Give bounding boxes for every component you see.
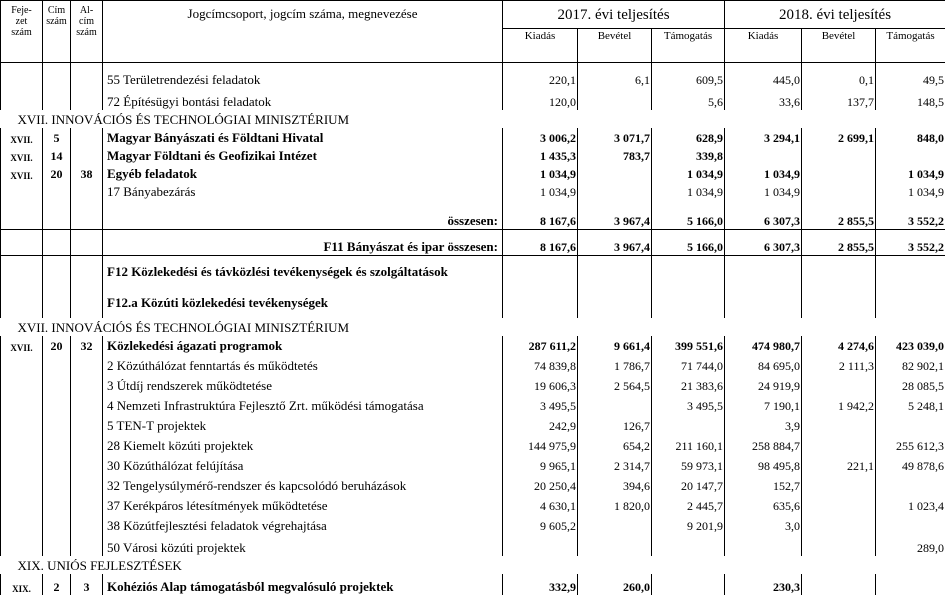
table-row-ministry xyxy=(1,318,945,336)
value-tamogatas-2018 xyxy=(876,474,945,494)
col-header-desc: Jogcímcsoport, jogcím száma, megnevezése xyxy=(103,1,503,63)
title-number xyxy=(43,354,71,374)
value-tamogatas-2018 xyxy=(876,256,945,289)
value-bevetel-2017: 260,0 xyxy=(578,574,652,595)
value-tamogatas-2017: 20 147,7 xyxy=(652,474,725,494)
sub-header-tamogatas-2018: Támogatás xyxy=(876,29,945,63)
value-tamogatas-2017: 5 166,0 xyxy=(652,200,725,230)
value-kiadas-2017: 9 605,2 xyxy=(503,514,578,534)
value-kiadas-2018: 3,9 xyxy=(725,414,802,434)
ministry-heading: XVII. INNOVÁCIÓS ÉS TECHNOLÓGIAI MINISZTÉRIUM xyxy=(17,320,350,335)
value-tamogatas-2017: 2 445,7 xyxy=(652,494,725,514)
item-label: Kohéziós Alap támogatásból megvalósuló projektek xyxy=(103,574,503,595)
title-number xyxy=(43,182,71,200)
value-tamogatas-2017: 9 201,9 xyxy=(652,514,725,534)
value-kiadas-2018 xyxy=(725,146,802,164)
table-row-item xyxy=(1,394,945,414)
subtitle-number: 32 xyxy=(71,336,103,354)
value-kiadas-2018: 7 190,1 xyxy=(725,394,802,414)
chapter-number xyxy=(1,256,43,289)
value-bevetel-2017: 3 071,7 xyxy=(578,128,652,146)
subtitle-number xyxy=(71,146,103,164)
value-kiadas-2017: 332,9 xyxy=(503,574,578,595)
value-tamogatas-2017: 1 034,9 xyxy=(652,164,725,182)
value-kiadas-2017: 220,1 xyxy=(503,63,578,89)
value-kiadas-2018: 635,6 xyxy=(725,494,802,514)
value-kiadas-2018: 3 294,1 xyxy=(725,128,802,146)
ministry-heading: XVII. INNOVÁCIÓS ÉS TECHNOLÓGIAI MINISZTÉRIUM xyxy=(17,112,350,127)
value-bevetel-2017: 126,7 xyxy=(578,414,652,434)
subtitle-number xyxy=(71,534,103,556)
value-bevetel-2017: 2 564,5 xyxy=(578,374,652,394)
value-tamogatas-2017: 21 383,6 xyxy=(652,374,725,394)
title-number: 2 xyxy=(43,574,71,595)
chapter-number xyxy=(1,414,43,434)
item-label: 28 Kiemelt közúti projektek xyxy=(103,434,503,454)
subtitle-number xyxy=(71,200,103,230)
item-label: 3 Útdíj rendszerek működtetése xyxy=(103,374,503,394)
chapter-number xyxy=(1,454,43,474)
table-row-item xyxy=(1,434,945,454)
value-kiadas-2017: 3 006,2 xyxy=(503,128,578,146)
value-tamogatas-2018 xyxy=(876,146,945,164)
value-bevetel-2018: 2 111,3 xyxy=(802,354,876,374)
chapter-number xyxy=(1,182,43,200)
value-kiadas-2018: 152,7 xyxy=(725,474,802,494)
value-kiadas-2017 xyxy=(503,256,578,289)
value-bevetel-2017 xyxy=(578,164,652,182)
value-tamogatas-2017: 3 495,5 xyxy=(652,394,725,414)
value-bevetel-2017: 1 820,0 xyxy=(578,494,652,514)
value-tamogatas-2018: 255 612,3 xyxy=(876,434,945,454)
title-number xyxy=(43,256,71,289)
value-tamogatas-2017: 5 166,0 xyxy=(652,230,725,256)
value-tamogatas-2017: 628,9 xyxy=(652,128,725,146)
value-kiadas-2018: 3,0 xyxy=(725,514,802,534)
subtitle-number xyxy=(71,494,103,514)
subtitle-number xyxy=(71,128,103,146)
table-row-section xyxy=(1,288,945,318)
value-kiadas-2017: 74 839,8 xyxy=(503,354,578,374)
value-tamogatas-2018: 848,0 xyxy=(876,128,945,146)
value-tamogatas-2018: 49 878,6 xyxy=(876,454,945,474)
value-bevetel-2017: 9 661,4 xyxy=(578,336,652,354)
value-bevetel-2018: 137,7 xyxy=(802,88,876,110)
subtitle-number xyxy=(71,414,103,434)
title-number: 14 xyxy=(43,146,71,164)
chapter-number xyxy=(1,514,43,534)
item-label: 38 Közútfejlesztési feladatok végrehajtása xyxy=(103,514,503,534)
table-row-section xyxy=(1,256,945,289)
value-kiadas-2017: 8 167,6 xyxy=(503,200,578,230)
subtitle-number xyxy=(71,474,103,494)
value-tamogatas-2017 xyxy=(652,534,725,556)
col-header-fejezet: Feje- zet szám xyxy=(1,1,43,63)
value-kiadas-2018: 98 495,8 xyxy=(725,454,802,474)
value-kiadas-2018: 24 919,9 xyxy=(725,374,802,394)
value-bevetel-2017: 6,1 xyxy=(578,63,652,89)
value-bevetel-2018 xyxy=(802,256,876,289)
title-number xyxy=(43,200,71,230)
value-kiadas-2017: 19 606,3 xyxy=(503,374,578,394)
subtitle-number xyxy=(71,354,103,374)
value-tamogatas-2018: 1 034,9 xyxy=(876,164,945,182)
value-kiadas-2017: 3 495,5 xyxy=(503,394,578,414)
value-kiadas-2017: 1 435,3 xyxy=(503,146,578,164)
value-bevetel-2017 xyxy=(578,182,652,200)
table-row-total xyxy=(1,230,945,256)
value-kiadas-2018: 258 884,7 xyxy=(725,434,802,454)
value-tamogatas-2018: 423 039,0 xyxy=(876,336,945,354)
item-label: 37 Kerékpáros létesítmények működtetése xyxy=(103,494,503,514)
value-bevetel-2017: 783,7 xyxy=(578,146,652,164)
item-label: Magyar Bányászati és Földtani Hivatal xyxy=(103,128,503,146)
value-kiadas-2017: 4 630,1 xyxy=(503,494,578,514)
value-bevetel-2017: 1 786,7 xyxy=(578,354,652,374)
item-label: Egyéb feladatok xyxy=(103,164,503,182)
value-kiadas-2017: 144 975,9 xyxy=(503,434,578,454)
table-row-item xyxy=(1,63,945,89)
item-label: 2 Közúthálózat fenntartás és működtetés xyxy=(103,354,503,374)
value-bevetel-2018 xyxy=(802,514,876,534)
value-tamogatas-2018 xyxy=(876,574,945,595)
item-label: 30 Közúthálózat felújítása xyxy=(103,454,503,474)
table-row-item xyxy=(1,88,945,110)
table-row-ministry xyxy=(1,556,945,574)
value-tamogatas-2018: 1 034,9 xyxy=(876,182,945,200)
chapter-number xyxy=(1,374,43,394)
table-row-bold xyxy=(1,128,945,146)
value-tamogatas-2017: 609,5 xyxy=(652,63,725,89)
value-bevetel-2018 xyxy=(802,146,876,164)
value-tamogatas-2017 xyxy=(652,574,725,595)
value-bevetel-2017: 2 314,7 xyxy=(578,454,652,474)
table-row-item xyxy=(1,494,945,514)
value-kiadas-2018 xyxy=(725,256,802,289)
value-tamogatas-2017: 59 973,1 xyxy=(652,454,725,474)
section-heading: F12 Közlekedési és távközlési tevékenységek és szolgáltatások xyxy=(103,256,503,289)
subtitle-number xyxy=(71,394,103,414)
title-number xyxy=(43,434,71,454)
value-tamogatas-2018 xyxy=(876,414,945,434)
item-label: 50 Városi közúti projektek xyxy=(103,534,503,556)
value-bevetel-2018 xyxy=(802,164,876,182)
value-tamogatas-2017 xyxy=(652,256,725,289)
chapter-number: XVII. xyxy=(1,164,43,182)
chapter-number xyxy=(1,288,43,318)
table-row-item xyxy=(1,374,945,394)
title-number xyxy=(43,394,71,414)
value-tamogatas-2018: 49,5 xyxy=(876,63,945,89)
item-label: 72 Építésügyi bontási feladatok xyxy=(103,88,503,110)
subtitle-number xyxy=(71,88,103,110)
item-label: 32 Tengelysúlymérő-rendszer és kapcsolódó beruházások xyxy=(103,474,503,494)
table-row-item xyxy=(1,534,945,556)
chapter-number xyxy=(1,63,43,89)
value-tamogatas-2018: 5 248,1 xyxy=(876,394,945,414)
value-kiadas-2017: 8 167,6 xyxy=(503,230,578,256)
value-bevetel-2017 xyxy=(578,514,652,534)
title-number xyxy=(43,534,71,556)
title-number xyxy=(43,288,71,318)
total-label: összesen: xyxy=(103,200,503,230)
value-kiadas-2018: 474 980,7 xyxy=(725,336,802,354)
value-kiadas-2017: 120,0 xyxy=(503,88,578,110)
value-bevetel-2018 xyxy=(802,494,876,514)
chapter-number xyxy=(1,534,43,556)
value-bevetel-2018 xyxy=(802,288,876,318)
chapter-number xyxy=(1,354,43,374)
value-tamogatas-2017: 71 744,0 xyxy=(652,354,725,374)
value-kiadas-2018: 33,6 xyxy=(725,88,802,110)
value-bevetel-2018 xyxy=(802,434,876,454)
title-number xyxy=(43,63,71,89)
value-tamogatas-2017: 399 551,6 xyxy=(652,336,725,354)
value-kiadas-2017: 20 250,4 xyxy=(503,474,578,494)
title-number xyxy=(43,494,71,514)
chapter-number xyxy=(1,200,43,230)
value-kiadas-2017: 1 034,9 xyxy=(503,182,578,200)
subtitle-number xyxy=(71,434,103,454)
subtitle-number xyxy=(71,230,103,256)
value-kiadas-2018: 445,0 xyxy=(725,63,802,89)
value-tamogatas-2017: 5,6 xyxy=(652,88,725,110)
value-tamogatas-2017: 211 160,1 xyxy=(652,434,725,454)
value-tamogatas-2017 xyxy=(652,414,725,434)
value-kiadas-2018: 6 307,3 xyxy=(725,230,802,256)
value-tamogatas-2017: 1 034,9 xyxy=(652,182,725,200)
value-bevetel-2018 xyxy=(802,414,876,434)
value-kiadas-2017 xyxy=(503,534,578,556)
table-row-item xyxy=(1,454,945,474)
title-number xyxy=(43,454,71,474)
title-number: 20 xyxy=(43,164,71,182)
value-tamogatas-2018: 1 023,4 xyxy=(876,494,945,514)
item-label: 17 Bányabezárás xyxy=(103,182,503,200)
item-label: Közlekedési ágazati programok xyxy=(103,336,503,354)
ministry-heading: XIX. UNIÓS FEJLESZTÉSEK xyxy=(17,558,182,573)
title-number xyxy=(43,414,71,434)
sub-header-kiadas-2017: Kiadás xyxy=(503,29,578,63)
chapter-number xyxy=(1,474,43,494)
chapter-number: XVII. xyxy=(1,336,43,354)
value-kiadas-2017: 287 611,2 xyxy=(503,336,578,354)
subtitle-number xyxy=(71,454,103,474)
table-body xyxy=(1,63,945,596)
value-bevetel-2018: 2 855,5 xyxy=(802,200,876,230)
total-label: F11 Bányászat és ipar összesen: xyxy=(103,230,503,256)
table-row-total xyxy=(1,200,945,230)
value-tamogatas-2018 xyxy=(876,514,945,534)
title-number xyxy=(43,230,71,256)
section-heading: F12.a Közúti közlekedési tevékenységek xyxy=(103,288,503,318)
table-row-item xyxy=(1,474,945,494)
chapter-number xyxy=(1,434,43,454)
value-tamogatas-2018: 82 902,1 xyxy=(876,354,945,374)
item-label: 4 Nemzeti Infrastruktúra Fejlesztő Zrt. működési támogatása xyxy=(103,394,503,414)
value-tamogatas-2017: 339,8 xyxy=(652,146,725,164)
title-number: 5 xyxy=(43,128,71,146)
item-label: Magyar Földtani és Geofizikai Intézet xyxy=(103,146,503,164)
value-kiadas-2018: 230,3 xyxy=(725,574,802,595)
value-kiadas-2018: 6 307,3 xyxy=(725,200,802,230)
value-bevetel-2018 xyxy=(802,374,876,394)
value-bevetel-2018: 221,1 xyxy=(802,454,876,474)
chapter-number xyxy=(1,230,43,256)
value-bevetel-2017: 394,6 xyxy=(578,474,652,494)
value-bevetel-2018: 0,1 xyxy=(802,63,876,89)
value-kiadas-2017: 242,9 xyxy=(503,414,578,434)
value-bevetel-2017 xyxy=(578,88,652,110)
table-row-ministry xyxy=(1,110,945,128)
chapter-number xyxy=(1,394,43,414)
value-bevetel-2017: 3 967,4 xyxy=(578,200,652,230)
subtitle-number xyxy=(71,374,103,394)
value-bevetel-2018 xyxy=(802,182,876,200)
value-kiadas-2018: 1 034,9 xyxy=(725,182,802,200)
value-tamogatas-2018: 289,0 xyxy=(876,534,945,556)
table-row-bold xyxy=(1,164,945,182)
sub-header-kiadas-2018: Kiadás xyxy=(725,29,802,63)
value-bevetel-2018: 4 274,6 xyxy=(802,336,876,354)
chapter-number xyxy=(1,494,43,514)
table-row-bold xyxy=(1,146,945,164)
title-number xyxy=(43,374,71,394)
value-bevetel-2018: 1 942,2 xyxy=(802,394,876,414)
item-label: 5 TEN-T projektek xyxy=(103,414,503,434)
value-kiadas-2018 xyxy=(725,288,802,318)
value-bevetel-2017 xyxy=(578,256,652,289)
subtitle-number xyxy=(71,288,103,318)
value-bevetel-2018 xyxy=(802,534,876,556)
value-kiadas-2018: 1 034,9 xyxy=(725,164,802,182)
sub-header-tamogatas-2017: Támogatás xyxy=(652,29,725,63)
title-number xyxy=(43,474,71,494)
subtitle-number: 38 xyxy=(71,164,103,182)
sub-header-bevetel-2017: Bevétel xyxy=(578,29,652,63)
value-kiadas-2018: 84 695,0 xyxy=(725,354,802,374)
title-number xyxy=(43,514,71,534)
table-row-item xyxy=(1,514,945,534)
value-kiadas-2018 xyxy=(725,534,802,556)
value-bevetel-2018 xyxy=(802,574,876,595)
value-bevetel-2018: 2 855,5 xyxy=(802,230,876,256)
year-2018-header: 2018. évi teljesítés xyxy=(725,1,945,29)
value-kiadas-2017: 1 034,9 xyxy=(503,164,578,182)
value-bevetel-2017 xyxy=(578,534,652,556)
value-bevetel-2017: 654,2 xyxy=(578,434,652,454)
sub-header-bevetel-2018: Bevétel xyxy=(802,29,876,63)
value-bevetel-2017 xyxy=(578,288,652,318)
title-number: 20 xyxy=(43,336,71,354)
chapter-number: XVII. xyxy=(1,146,43,164)
value-kiadas-2017: 9 965,1 xyxy=(503,454,578,474)
year-2017-header: 2017. évi teljesítés xyxy=(503,1,725,29)
table-row-item xyxy=(1,354,945,374)
value-bevetel-2017: 3 967,4 xyxy=(578,230,652,256)
value-bevetel-2018 xyxy=(802,474,876,494)
subtitle-number xyxy=(71,256,103,289)
subtitle-number xyxy=(71,182,103,200)
value-tamogatas-2018: 3 552,2 xyxy=(876,200,945,230)
table-row-bold xyxy=(1,574,945,595)
table-row-bold xyxy=(1,336,945,354)
subtitle-number xyxy=(71,514,103,534)
chapter-number: XIX. xyxy=(1,574,43,595)
title-number xyxy=(43,88,71,110)
value-tamogatas-2018: 28 085,5 xyxy=(876,374,945,394)
value-kiadas-2017 xyxy=(503,288,578,318)
table-row-item xyxy=(1,182,945,200)
value-bevetel-2017 xyxy=(578,394,652,414)
value-tamogatas-2018: 3 552,2 xyxy=(876,230,945,256)
col-header-alcim: Al- cím szám xyxy=(71,1,103,63)
chapter-number xyxy=(1,88,43,110)
subtitle-number xyxy=(71,63,103,89)
table-row-item xyxy=(1,414,945,434)
subtitle-number: 3 xyxy=(71,574,103,595)
value-tamogatas-2018 xyxy=(876,288,945,318)
value-tamogatas-2017 xyxy=(652,288,725,318)
item-label: 55 Területrendezési feladatok xyxy=(103,63,503,89)
value-bevetel-2018: 2 699,1 xyxy=(802,128,876,146)
col-header-cim: Cím szám xyxy=(43,1,71,63)
value-tamogatas-2018: 148,5 xyxy=(876,88,945,110)
chapter-number: XVII. xyxy=(1,128,43,146)
